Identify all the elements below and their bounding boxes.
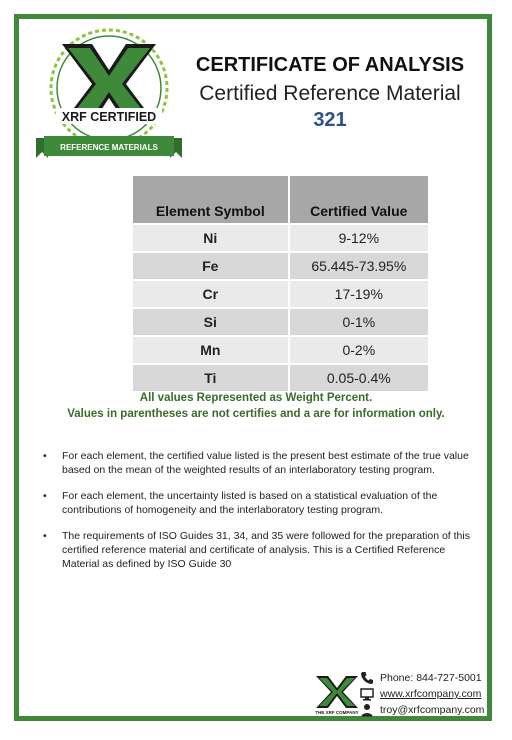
bullet-marker: •: [43, 450, 47, 462]
contact-website-row: [360, 686, 492, 702]
person-icon: [360, 703, 374, 717]
bullet-list: [40, 449, 480, 583]
element-symbol: Mn: [133, 336, 289, 364]
footer-company-text: THE XRF COMPANY: [315, 710, 359, 715]
xrf-company-logo: [312, 674, 362, 716]
certified-value: 0-1%: [289, 308, 428, 336]
table-row: [133, 252, 428, 280]
element-symbol: Si: [133, 308, 289, 336]
note-weight-percent: All values Represented as Weight Percent.: [139, 392, 373, 404]
phone-icon: [360, 671, 374, 685]
table-row: [133, 308, 428, 336]
table-header-row: [133, 176, 428, 224]
certified-value: 65.445-73.95%: [289, 252, 428, 280]
element-symbol: Ni: [133, 224, 289, 252]
computer-icon: [360, 687, 374, 701]
xrf-certified-badge-logo: [34, 26, 184, 166]
badge-text: XRF CERTIFIED: [61, 110, 157, 124]
phone-number: Phone: 844-727-5001: [380, 672, 482, 684]
bullet-text: The requirements of ISO Guides 31, 34, and 35 were followed for the preparation of this certified reference material and certificate of analysis. This is a Certified Reference Material as defined by ISO Guide 30: [62, 530, 470, 570]
bullet-text: For each element, the certified value listed is the present best estimate of the true value based on the mean of the weighted results of an interlaboratory testing program.: [62, 450, 469, 476]
certified-value: 9-12%: [289, 224, 428, 252]
column-header-element: Element Symbol: [133, 176, 289, 224]
certified-value: 0.05-0.4%: [289, 364, 428, 391]
reference-number: 321: [313, 109, 347, 131]
element-symbol: Fe: [133, 252, 289, 280]
email-address[interactable]: troy@xrfcompany.com: [380, 704, 485, 716]
x-mark-icon: [316, 676, 358, 708]
bullet-marker: •: [43, 490, 47, 502]
certified-value: 0-2%: [289, 336, 428, 364]
bullet-text: For each element, the uncertainty listed is based on a statistical evaluation of the contributions of homogeneity and the interlaboratory testing program.: [62, 490, 438, 516]
element-table: [133, 176, 428, 391]
list-item: [40, 449, 480, 477]
column-header-value: Certified Value: [289, 176, 428, 224]
table-row: [133, 364, 428, 391]
ribbon-text: REFERENCE MATERIALS: [60, 143, 158, 152]
website-link[interactable]: www.xrfcompany.com: [380, 688, 482, 700]
contact-email-row: [360, 702, 492, 718]
note-parentheses: Values in parentheses are not certifies and a are for information only.: [67, 408, 445, 420]
contact-phone-row: [360, 670, 492, 686]
certified-value: 17-19%: [289, 280, 428, 308]
certificate-subtitle: Certified Reference Material: [199, 82, 461, 105]
list-item: [40, 489, 480, 517]
table-row: [133, 224, 428, 252]
table-row: [133, 280, 428, 308]
table-row: [133, 336, 428, 364]
element-symbol: Cr: [133, 280, 289, 308]
bullet-marker: •: [43, 530, 47, 542]
list-item: [40, 529, 480, 571]
certificate-title: CERTIFICATE OF ANALYSIS: [195, 54, 465, 76]
contact-block: [360, 670, 492, 718]
element-symbol: Ti: [133, 364, 289, 391]
